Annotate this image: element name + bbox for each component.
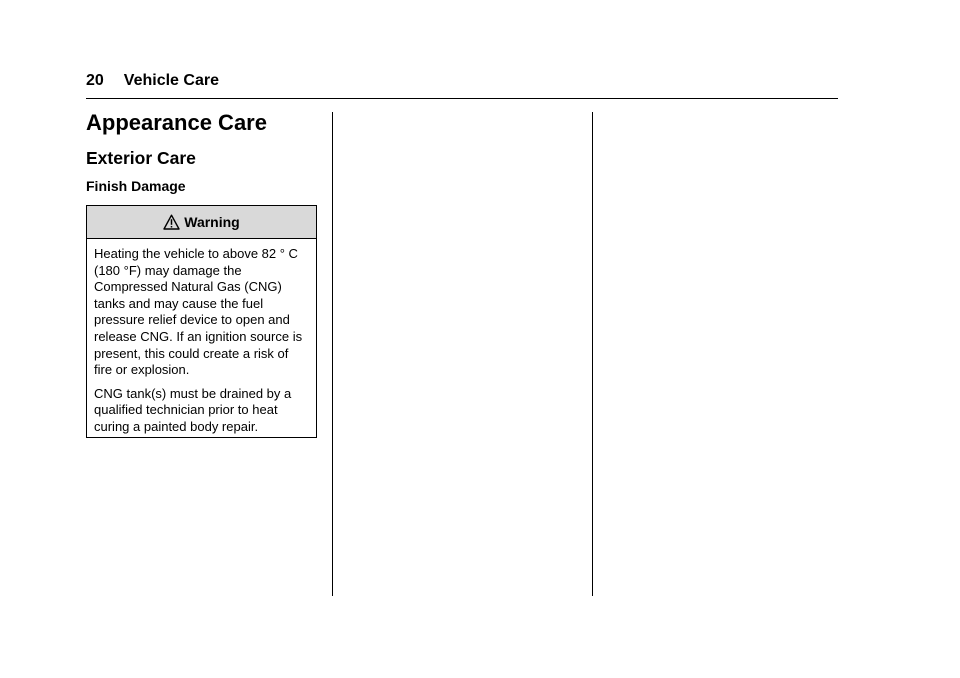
subheading: Finish Damage — [86, 178, 186, 194]
column-divider-left — [332, 112, 333, 596]
warning-paragraph-2: CNG tank(s) must be drained by a qualified technician prior to heat curing a painted body repair. — [94, 385, 292, 434]
header-section-title: Vehicle Care — [123, 72, 219, 89]
warning-header — [87, 206, 316, 239]
warning-paragraph-1: Heating the vehicle to above 82 ° C (180 °F) may damage the Compressed Natural Gas (CNG) tanks and may cause the fuel pressure relief device to open and release CNG. If an ignition source is present, this could create a risk of fire or explosion. — [94, 246, 303, 378]
section-title: Appearance Care — [86, 110, 267, 135]
column-divider-right — [592, 112, 593, 596]
warning-label: Warning — [184, 214, 240, 230]
warning-body — [87, 239, 316, 436]
header-rule — [86, 98, 838, 99]
warning-triangle-icon — [163, 214, 180, 230]
warning-box — [86, 205, 317, 438]
page-number: 20 — [86, 72, 104, 89]
subsection-title: Exterior Care — [86, 148, 196, 168]
page-header — [86, 72, 219, 90]
